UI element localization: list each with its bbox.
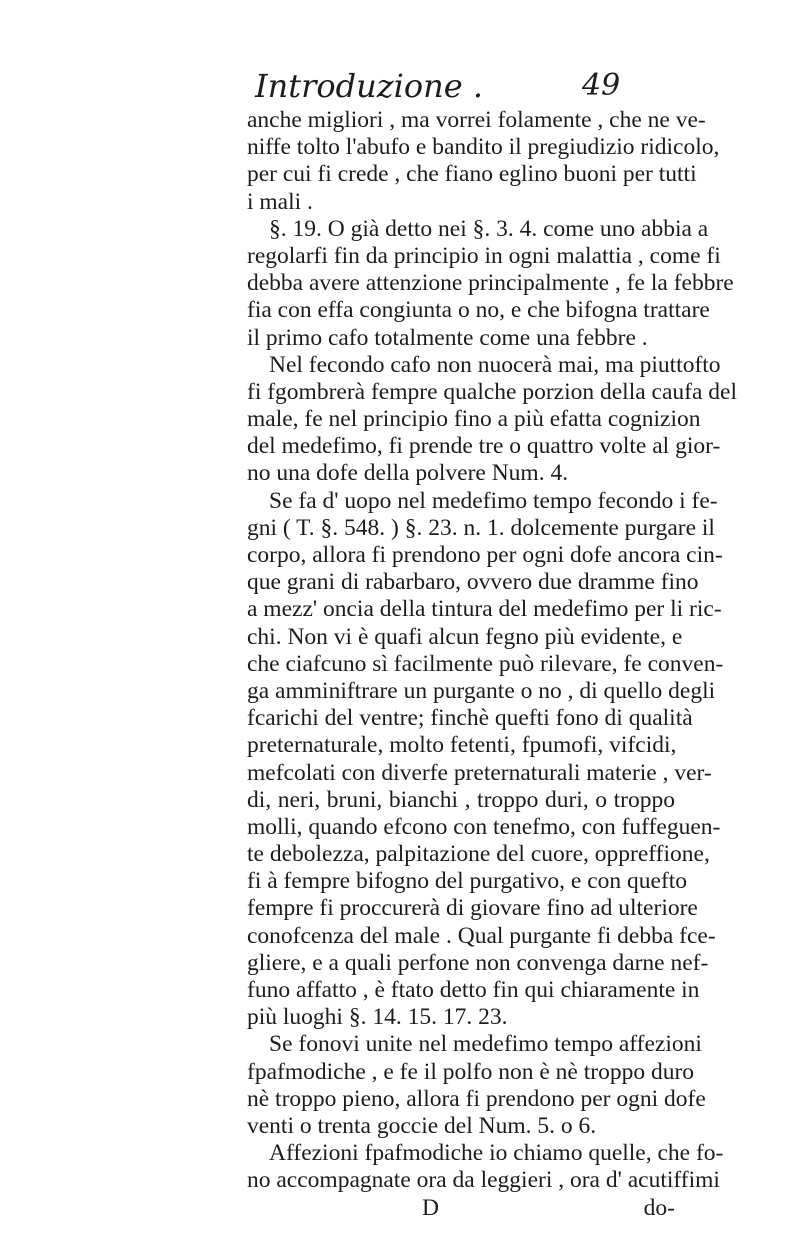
signature-mark: D [422, 1194, 439, 1221]
text-line: ga amminiftrare un purgante o no , di quello degli [247, 677, 716, 704]
text-line: di, neri, bruni, bianchi , troppo duri, o troppo [247, 786, 675, 813]
text-line: debba avere attenzione principalmente , fe la febbre [247, 270, 734, 297]
text-line: fi fgombrerà fempre qualche porzion della caufa del [247, 378, 737, 405]
text-line: anche migliori , ma vorrei folamente , che ne ve- [247, 107, 706, 133]
text-line: Se fonovi unite nel medefimo tempo affezioni [269, 1031, 702, 1058]
text-line: del medefimo, fi prende tre o quattro volte al gior- [247, 433, 721, 460]
paragraph [247, 1031, 706, 1140]
paragraph [247, 1140, 724, 1194]
text-line: il primo cafo totalmente come una febbre . [247, 324, 648, 351]
running-title: Introduzione . [255, 67, 484, 105]
text-line: §. 19. O già detto nei §. 3. 4. come uno abbia a [269, 215, 709, 242]
text-line: niffe tolto l'abufo e bandito il pregiudizio ridicolo, [247, 134, 720, 161]
paragraph [247, 351, 737, 488]
text-line: per cui fi crede , che fiano eglino buoni per tutti [247, 161, 697, 188]
text-line: mefcolati con diverfe preternaturali materie , ver- [247, 759, 712, 786]
text-line: i mali . [247, 188, 313, 215]
text-line: che ciafcuno sì facilmente può rilevare, fe conven- [247, 650, 724, 677]
page-number: 49 [582, 68, 621, 103]
paragraph [247, 215, 734, 352]
text-line: Nel fecondo cafo non nuocerà mai, ma piuttofto [269, 351, 721, 378]
page-footer [247, 1195, 675, 1222]
text-line: regolarfi fin da principio in ogni malattia , come fi [247, 242, 721, 269]
body-text [247, 107, 737, 1222]
text-line: fia con effa congiunta o no, e che bifogna trattare [247, 297, 710, 324]
text-line: venti o trenta goccie del Num. 5. o 6. [247, 1112, 597, 1139]
paragraph [247, 107, 720, 216]
text-line: funo affatto , è ftato detto fin qui chiaramente in [247, 977, 700, 1003]
text-line: preternaturale, molto fetenti, fpumofi, vifcidi, [247, 732, 677, 759]
text-line: te debolezza, palpitazione del cuore, oppreffione, [247, 841, 710, 868]
text-line: molli, quando efcono con tenefmo, con fuffeguen- [247, 813, 721, 840]
text-line: gliere, e a quali perfone non convenga darne nef- [247, 949, 709, 976]
text-line: gni ( T. §. 548. ) §. 23. n. 1. dolcemente purgare il [247, 514, 715, 541]
paragraph [247, 487, 724, 1032]
text-line: Se fa d' uopo nel medefimo tempo fecondo i fe- [269, 487, 718, 514]
text-line: fi à fempre bifogno del purgativo, e con quefto [247, 868, 688, 895]
text-line: più luoghi §. 14. 15. 17. 23. [247, 1004, 508, 1031]
text-line: chi. Non vi è quafi alcun fegno più evidente, e [247, 623, 683, 650]
text-line: nè troppo pieno, allora fi prendono per ogni dofe [247, 1085, 706, 1112]
page-header [0, 66, 800, 106]
text-line: conofcenza del male . Qual purgante fi debba fce- [247, 922, 716, 949]
text-line: a mezz' oncia della tintura del medefimo per li ric- [247, 596, 722, 623]
text-line: male, fe nel principio fino a più efatta cognizion [247, 406, 701, 433]
text-line: fempre fi proccurerà di giovare fino ad ulteriore [247, 895, 698, 922]
text-line: no una dofe della polvere Num. 4. [247, 460, 569, 487]
catchword: do- [643, 1194, 675, 1221]
text-line: Affezioni fpafmodiche io chiamo quelle, che fo- [269, 1140, 724, 1167]
text-line: fpafmodiche , e fe il polfo non è nè troppo duro [247, 1058, 695, 1085]
text-line: que grani di rabarbaro, ovvero due dramme fino [247, 569, 699, 596]
text-line: corpo, allora fi prendono per ogni dofe ancora cin- [247, 542, 723, 568]
text-line: no accompagnate ora da leggieri , ora d' acutiffimi [247, 1167, 720, 1194]
text-line: fcarichi del ventre; finchè quefti fono di qualità [247, 705, 693, 732]
